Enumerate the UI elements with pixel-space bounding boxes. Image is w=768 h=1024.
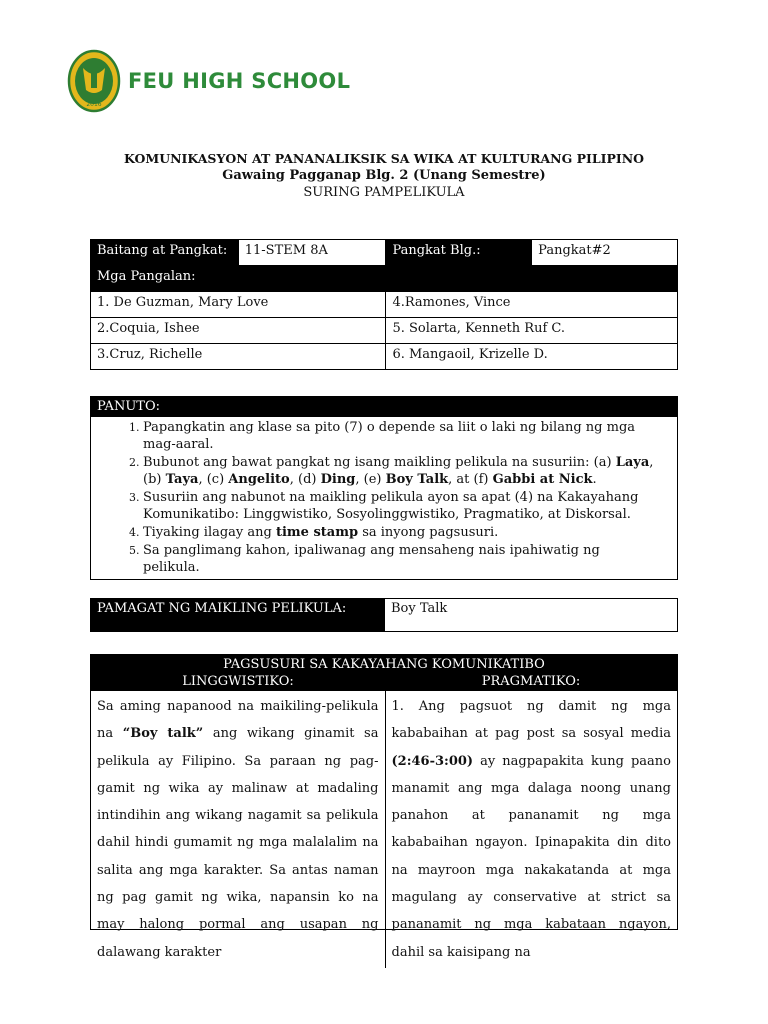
group-value: Pangkat#2 [532, 240, 678, 266]
pragmatiko-text: 1. Ang pagsuot ng damit ng mga kababaihan at pag post sa sosyal media (2:46-3:00) ay nagpapakita kung paano manamit ang mga dalaga noong unang panahon at pananamit ng mga kababaihan ngayon. Ipinapakita din dito na mayroon mga nakakatanda at mga magulang ay conservative at strict sa pananamit ng mga kabataan ngayon, dahil sa kaisipang na [391, 699, 671, 960]
task-title: Gawaing Pagganap Blg. 2 (Unang Semestre) [222, 168, 546, 183]
instructions-label: PANUTO: [91, 397, 677, 417]
school-seal-icon [68, 50, 120, 112]
school-name: FEU HIGH SCHOOL [128, 69, 351, 93]
group-info-table [90, 239, 678, 370]
analysis-header [91, 655, 677, 691]
film-title-label: PAMAGAT NG MAIKLING PELIKULA: [91, 599, 385, 632]
film-title-value: Boy Talk [385, 599, 678, 632]
member-name: 6. Mangaoil, Krizelle D. [386, 344, 678, 370]
instructions-box [90, 396, 678, 580]
instruction-item: 2. Bubunot ang bawat pangkat ng isang maikling pelikula na susuriin: (a) Laya, (b) Taya, (c) Angelito, (d) Ding, (e) Boy Talk, at (f) Gabbi at Nick. [143, 454, 655, 488]
member-name: 3.Cruz, Richelle [91, 344, 386, 370]
linggwistiko-label: LINGGWISTIKO: [182, 674, 294, 689]
document-heading [0, 150, 768, 201]
member-name: 2.Coquia, Ishee [91, 318, 386, 344]
analysis-box [90, 654, 678, 960]
svg-text:2016: 2016 [86, 101, 102, 108]
linggwistiko-text: Sa aming napanood na maikiling-pelikula na “Boy talk” ang wikang ginamit sa pelikula ay Filipino. Sa paraan ng pag-gamit ng wika ay malinaw at madaling intindihin ang wikang nagamit sa pelikula dahil hindi gumamit ng mga malalalim na salita ang mga karakter. Sa antas naman ng pag gamit ng wika, napansin ko na may halong pormal ang usapan ng dalawang karakter [91, 691, 386, 968]
film-title-table [90, 598, 678, 632]
activity-title: SURING PAMPELIKULA [303, 185, 465, 200]
grade-value: 11-STEM 8A [238, 240, 386, 266]
course-title: KOMUNIKASYON AT PANANALIKSIK SA WIKA AT KULTURANG PILIPINO [123, 151, 645, 166]
instruction-item: 4. Tiyaking ilagay ang time stamp sa inyong pagsusuri. [143, 524, 655, 541]
member-name: 5. Solarta, Kenneth Ruf C. [386, 318, 678, 344]
instruction-item: 1. Papangkatin ang klase sa pito (7) o depende sa liit o laki ng bilang ng mga mag-aaral. [143, 419, 655, 453]
pragmatiko-label: PRAGMATIKO: [481, 674, 581, 689]
instruction-item: 3. Susuriin ang nabunot na maikling pelikula ayon sa apat (4) na Kakayahang Komunikatibo: Linggwistiko, Sosyolinggwistiko, Pragmatiko, at Diskorsal. [143, 489, 655, 523]
names-label: Mga Pangalan: [91, 266, 678, 292]
member-name: 1. De Guzman, Mary Love [91, 292, 386, 318]
grade-label: Baitang at Pangkat: [91, 240, 239, 266]
instructions-list [91, 419, 677, 576]
member-name: 4.Ramones, Vince [386, 292, 678, 318]
analysis-title: PAGSUSURI SA KAKAYAHANG KOMUNIKATIBO [223, 657, 545, 672]
instruction-item: 5. Sa panglimang kahon, ipaliwanag ang mensaheng nais ipahiwatig ng pelikula. [143, 542, 655, 576]
school-logo [68, 50, 350, 112]
group-label: Pangkat Blg.: [386, 240, 532, 266]
